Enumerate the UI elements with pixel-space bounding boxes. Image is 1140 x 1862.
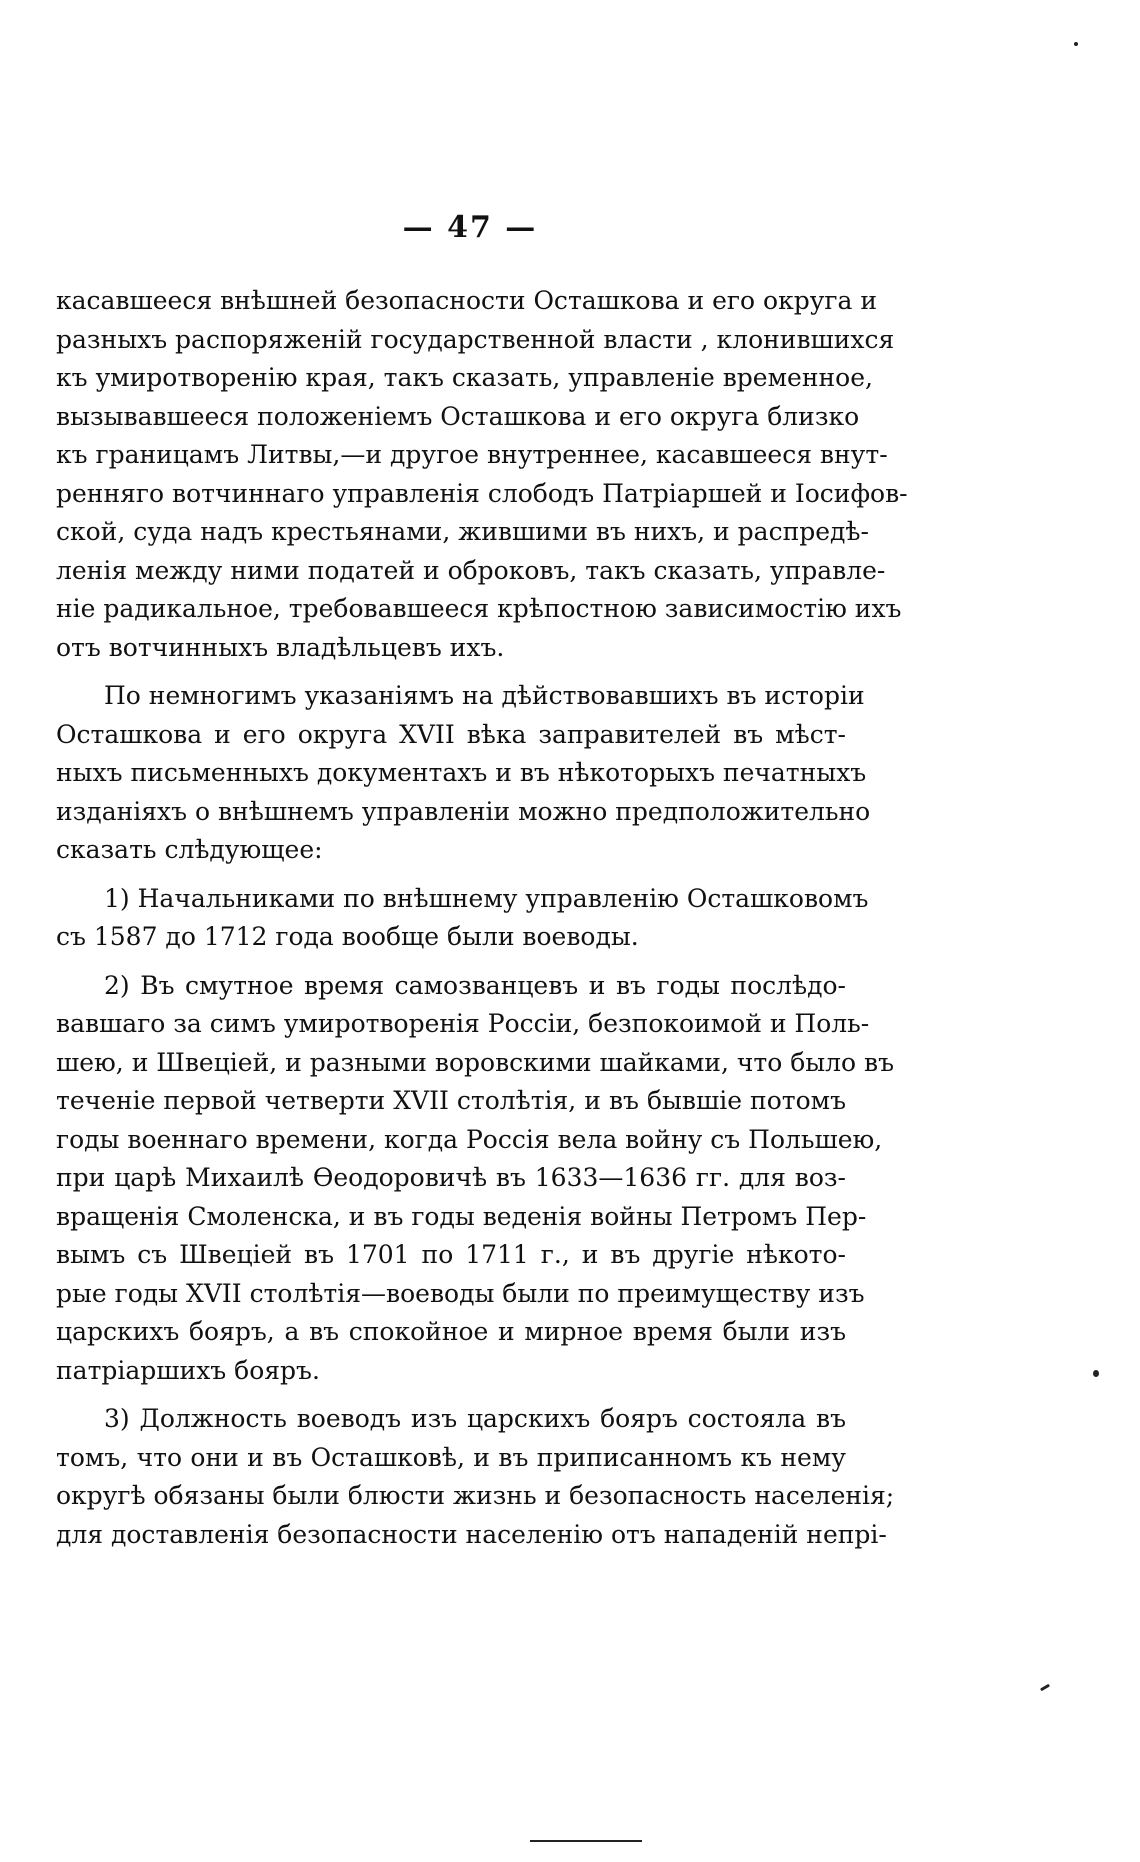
- paragraph: [56, 880, 869, 957]
- text-line: ренняго вотчиннаго управленія слободъ Патріаршей и Іосифов-: [56, 478, 908, 508]
- text-line: Осташкова и его округа XVII вѣка заправителей въ мѣст-: [56, 719, 846, 749]
- text-line: ныхъ письменныхъ документахъ и въ нѣкоторыхъ печатныхъ: [56, 758, 867, 787]
- text-line: ленія между ними податей и оброковъ, такъ сказать, управле-: [56, 555, 886, 585]
- paragraph: [56, 1400, 895, 1554]
- page-number: — 47 —: [402, 210, 538, 245]
- text-line: съ 1587 до 1712 года вообще были воеводы.: [56, 922, 639, 951]
- text-line: 2) Въ смутное время самозванцевъ и въ годы послѣдо-: [104, 970, 846, 1000]
- text-line: изданіяхъ о внѣшнемъ управленіи можно предположительно: [56, 796, 871, 826]
- text-line: годы военнаго времени, когда Россія вела войну съ Польшею,: [56, 1124, 883, 1154]
- text-line: патріаршихъ бояръ.: [56, 1355, 320, 1385]
- text-line: отъ вотчинныхъ владѣльцевъ ихъ.: [56, 632, 505, 662]
- text-line: вавшаго за симъ умиротворенія Россіи, безпокоимой и Поль-: [56, 1009, 870, 1038]
- body-text: [56, 282, 908, 1554]
- print-speck: [1074, 42, 1078, 46]
- text-line: округѣ обязаны были блюсти жизнь и безопасность населенія;: [56, 1481, 895, 1510]
- text-line: для доставленія безопасности населенію отъ нападеній непрі-: [56, 1519, 887, 1549]
- text-line: теченіе первой четверти XVII столѣтія, и въ бывшіе потомъ: [56, 1086, 846, 1115]
- text-line: къ границамъ Литвы,—и другое внутреннее, касавшееся внут-: [56, 440, 888, 469]
- text-line: ской, суда надъ крестьянами, жившими въ нихъ, и распредѣ-: [56, 517, 869, 546]
- paragraph: [56, 677, 871, 870]
- text-line: рые годы XVII столѣтія—воеводы были по преимуществу изъ: [56, 1278, 865, 1308]
- text-line: сказать слѣдующее:: [56, 835, 323, 864]
- paragraph: [56, 282, 908, 667]
- text-line: разныхъ распоряженій государственной власти , клонившихся: [56, 324, 895, 354]
- footer-rule: [530, 1840, 642, 1842]
- text-line: ніе радикальное, требовавшееся крѣпостною зависимостію ихъ: [56, 594, 902, 623]
- text-line: вызывавшееся положеніемъ Осташкова и его округа близко: [56, 401, 860, 431]
- text-line: при царѣ Михаилѣ Ѳеодоровичѣ въ 1633—1636 гг. для воз-: [56, 1163, 846, 1192]
- paragraph: [56, 967, 895, 1391]
- text-line: 3) Должность воеводъ изъ царскихъ бояръ состояла въ: [104, 1404, 846, 1433]
- text-line: томъ, что они и въ Осташковѣ, и въ приписанномъ къ нему: [56, 1442, 846, 1472]
- text-line: 1) Начальниками по внѣшнему управленію Осташковомъ: [104, 883, 869, 913]
- text-line: царскихъ бояръ, а въ спокойное и мирное время были изъ: [56, 1317, 846, 1346]
- print-speck: [1040, 1684, 1050, 1692]
- text-line: къ умиротворенію края, такъ сказать, управленіе временное,: [56, 363, 873, 392]
- text-line: вращенія Смоленска, и въ годы веденія войны Петромъ Пер-: [56, 1201, 867, 1231]
- text-line: По немногимъ указаніямъ на дѣйствовавшихъ въ исторіи: [104, 681, 865, 710]
- text-line: вымъ съ Швеціей въ 1701 по 1711 г., и въ другіе нѣкото-: [56, 1240, 846, 1269]
- text-line: шею, и Швеціей, и разными воровскими шайками, что было въ: [56, 1047, 895, 1077]
- print-speck: [1093, 1370, 1099, 1377]
- text-line: касавшееся внѣшней безопасности Осташкова и его округа и: [56, 286, 878, 315]
